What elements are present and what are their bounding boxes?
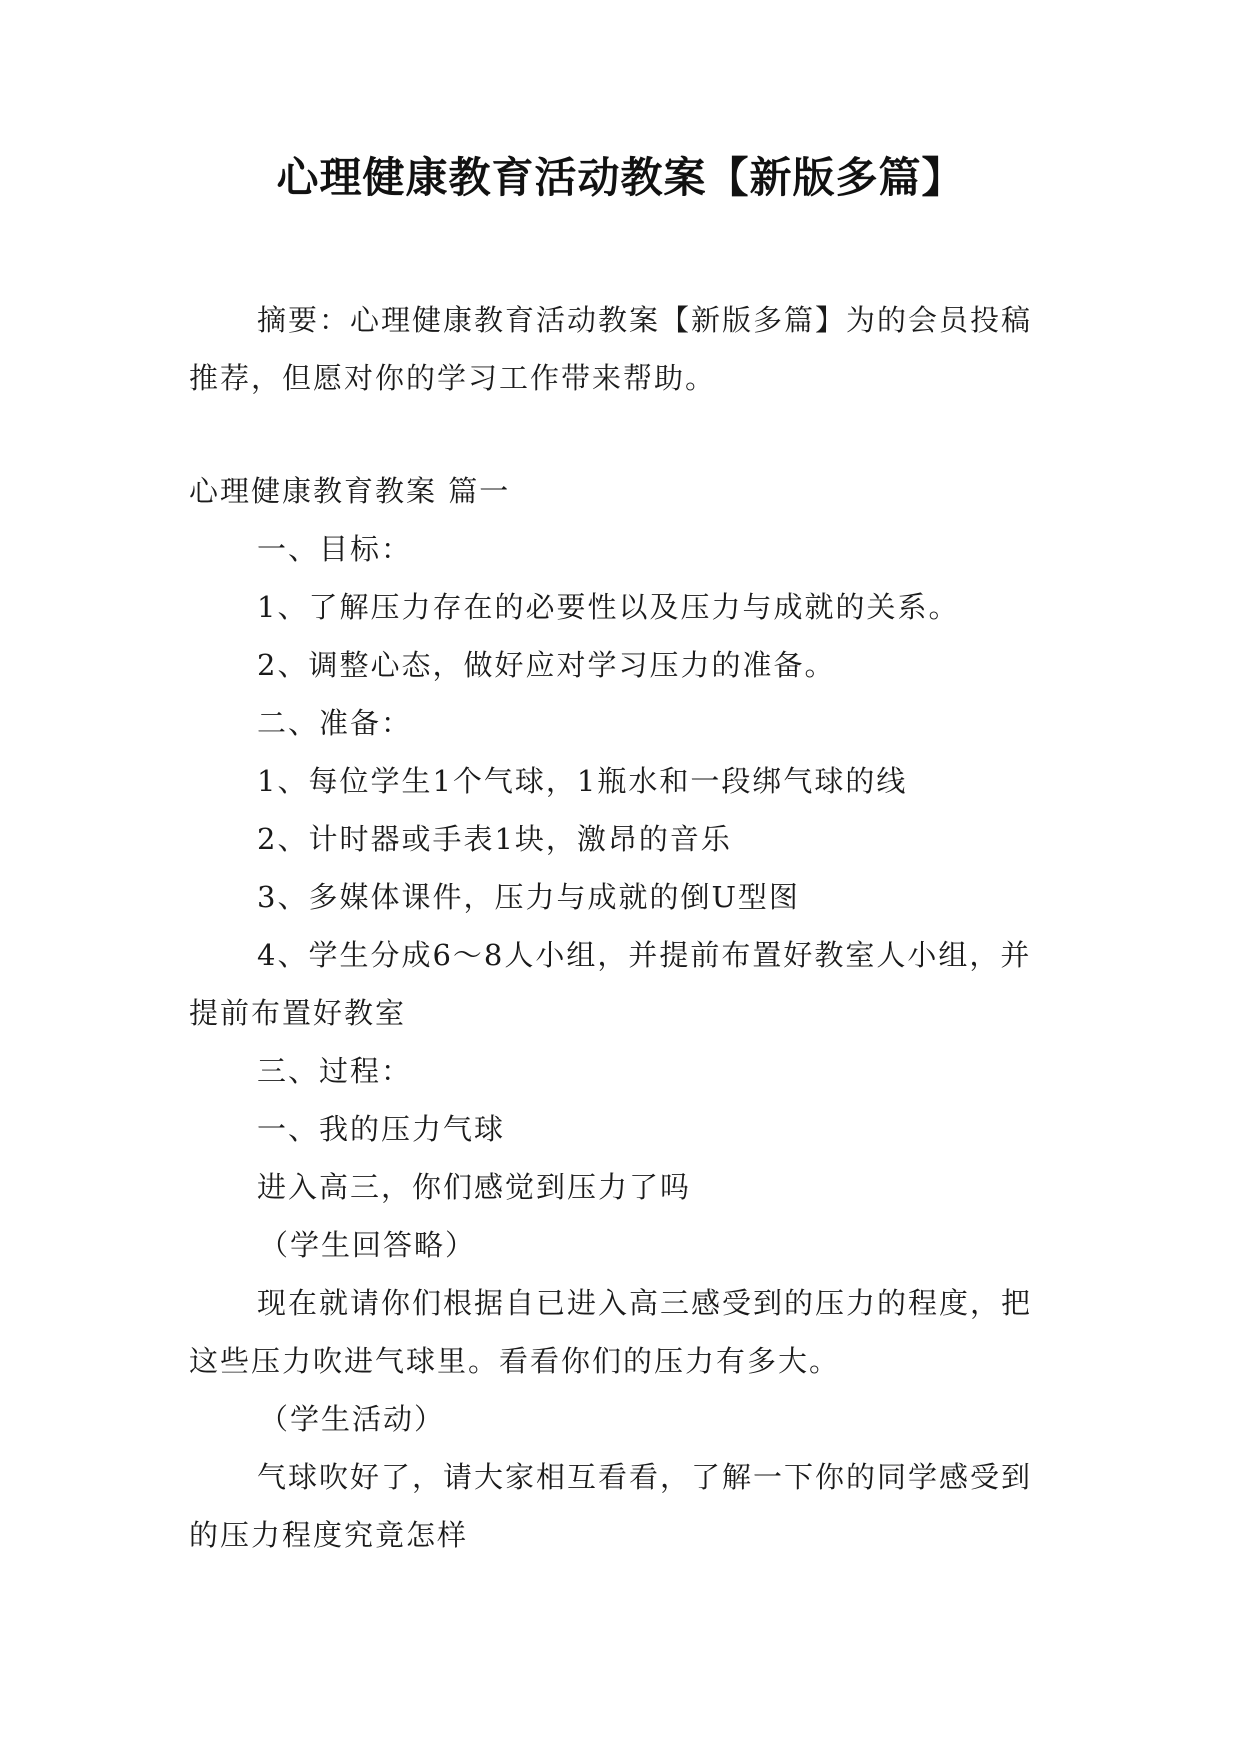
goal-heading: 一、目标： [257, 532, 413, 566]
document-body [189, 462, 1059, 1564]
goal-item-2: 2、调整心态，做好应对学习压力的准备。 [257, 648, 836, 682]
prep-item-3: 3、多媒体课件，压力与成就的倒U型图 [257, 880, 800, 914]
prep-item-4: 4、学生分成6～8人小组，并提前布置好教室人小组，并提前布置好教室 [189, 938, 1032, 1030]
teacher-question: 进入高三，你们感觉到压力了吗 [257, 1170, 692, 1204]
prep-item-2: 2、计时器或手表1块，激昂的音乐 [257, 822, 732, 856]
process-heading: 三、过程： [257, 1054, 413, 1088]
teacher-followup: 气球吹好了，请大家相互看看，了解一下你的同学感受到的压力程度究竟怎样 [189, 1460, 1033, 1552]
student-answer-note: （学生回答略） [259, 1228, 477, 1262]
section-heading: 心理健康教育教案 篇一 [189, 474, 511, 508]
prep-heading: 二、准备： [257, 706, 413, 740]
teacher-instruction: 现在就请你们根据自已进入高三感受到的压力的程度，把这些压力吹进气球里。看看你们的压力有多大。 [189, 1286, 1033, 1378]
document-title: 心理健康教育活动教案【新版多篇】 [276, 153, 965, 202]
goal-item-1: 1、了解压力存在的必要性以及压力与成就的关系。 [257, 590, 960, 624]
activity-heading: 一、我的压力气球 [257, 1112, 506, 1146]
prep-item-1: 1、每位学生1个气球，1瓶水和一段绑气球的线 [257, 764, 908, 798]
abstract-paragraph: 摘要：心理健康教育活动教案【新版多篇】为的会员投稿推荐，但愿对你的学习工作带来帮助。 [189, 303, 1033, 395]
student-activity-note: （学生活动） [259, 1402, 446, 1436]
